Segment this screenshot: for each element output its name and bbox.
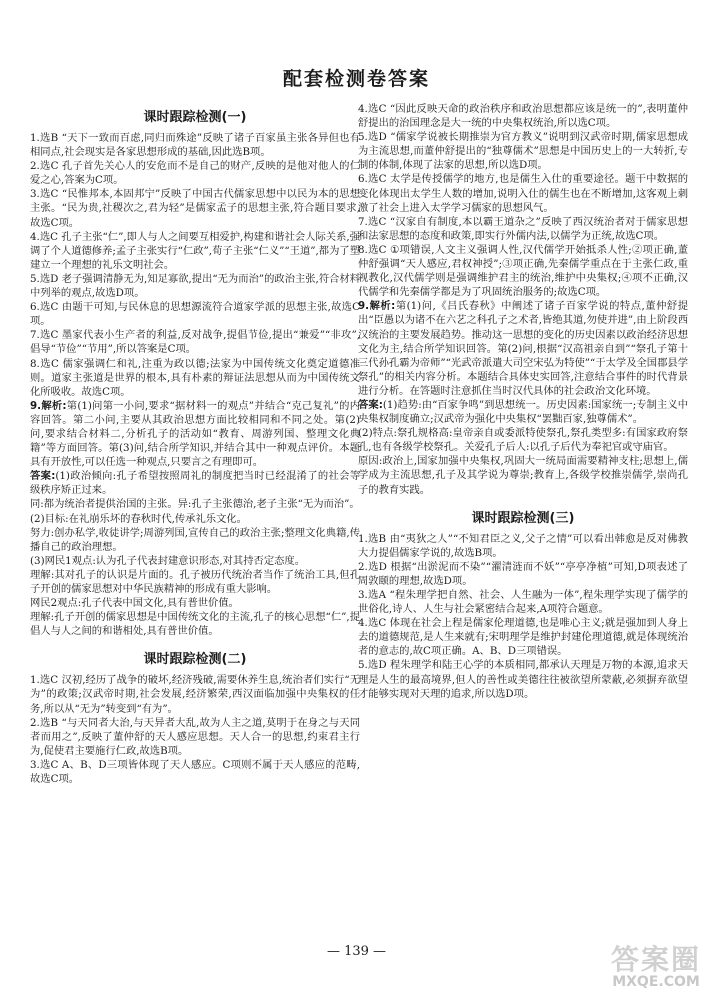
analysis-body: 第(1)问第一小问,要求“据材料一的观点”并结合“克己复礼”的内容回答。第二小问,主要从其政治思想方面比较相同和不同之处。第(2)问,要求结合材料二,分析孔子的活动如“教育、周游列国、整理文化典籍”等方面回答。第(3)问,结合所学知识,并结合其中一种观点评价。本题具有开放性,可以任选一种观点,只要言之有理即可。	[30, 399, 360, 469]
section-heading-2: 课时跟踪检测(二)	[143, 652, 247, 668]
answer-line: 同:都为统治者提供治国的主张。异:孔子主张德治,老子主张“无为而治”。	[30, 498, 360, 511]
answer-item: 2.选D 根据“出淤泥而不染”“濯清涟而不妖”“亭亭净植”可知,D项表述了周敦颐的理想,故选D项。	[358, 560, 688, 587]
answer-item: 3.选C “民惟邦本,本固邦宁”反映了中国古代儒家思想中以民为本的思想主张。“民为贵,社稷次之,君为轻”是儒家孟子的思想主张,符合题目要求,故选C项。	[30, 188, 360, 229]
section-heading-1: 课时跟踪检测(一)	[143, 110, 247, 125]
answer-item: 3.选C A、B、D三项皆体现了天人感应。C项则不属于天人感应的范畴,故选C项。	[30, 758, 360, 786]
left-column	[30, 102, 360, 786]
answer-item: 5.选D “儒家学说被长期推崇为官方教义”说明到汉武帝时期,儒家思想成为主流思想,而董仲舒提出的“独尊儒术”思想是中国历史上的一大转折,专制的体制,体现了法家的思想,所以选D项。	[358, 131, 688, 172]
answer-item: 5.选D 程朱理学和陆王心学的本质相同,都承认天理是万物的本源,追求天理是人生的最高境界,但人的善性或美德往往被欲望所蒙蔽,必须摒弃欲望才能够实现对天理的追求,所以选D项。	[358, 659, 688, 700]
analysis-lead: 9.解析:	[358, 300, 396, 313]
answer-line: 理解:其对孔子的认识是片面的。孔子被历代统治者当作了统治工具,但孔子开创的儒家思想对中华民族精神的形成有重大影响。	[30, 568, 360, 595]
answer-line: 努力:创办私学,收徒讲学;周游列国,宣传自己的政治主张;整理文化典籍,传播自己的政治理想。	[30, 526, 360, 553]
answer-line: (1)趋势:由“百家争鸣”到思想统一。历史因素:国家统一;专制主义中央集权制度确立;汉武帝为强化中央集权“罢黜百家,独尊儒术”。	[358, 398, 688, 426]
answer-item: 8.选C 儒家强调仁和礼,注重为政以德;法家为中国传统文化奠定道德准则。道家主张道是世界的根本,具有朴素的辩证法思想从而为中国传统文化所吸收。故选C项。	[30, 357, 360, 398]
answer-item: 6.选C 由题干可知,与民休息的思想源流符合道家学派的思想主张,故选C项。	[30, 301, 360, 328]
answer-lead: 答案:	[358, 398, 383, 411]
answer-item: 6.选C 太学是传授儒学的地方,也是儒生入仕的重要途径。题干中数据的变化体现出太学生人数的增加,说明入仕的儒生也在不断增加,这客观上刺激了社会上进入太学学习儒家的思想风气。	[358, 173, 688, 214]
analysis-item	[358, 299, 688, 398]
answer-item: 2.选B “与天同者大治,与天异者大乱,故为人主之道,莫明于在身之与天同者而用之”,反映了董仲舒的天人感应思想。天人合一的思想,约束君主行为,促使君主要施行仁政,故选B项。	[30, 716, 360, 757]
answer-line: 网民2观点:孔子代表中国文化,具有普世价值。	[30, 597, 239, 610]
answer-item: 7.选C “汉家自有制度,本以霸王道杂之”反映了西汉统治者对于儒家思想和法家思想的态度和政策,即实行外儒内法,以儒学为正统,故选C项。	[358, 215, 688, 242]
answer-line: (2)特点:祭孔规格高:皇帝亲自或委派特使祭孔,祭孔类型多:有国家政府祭孔,也有各级学校祭孔。关爱孔子后人:以孔子后代为奉祀官或守庙官。	[358, 427, 688, 454]
answer-item: 1.选C 汉初,经历了战争的破坏,经济残破,需要休养生息,统治者们实行“无为”的政策;汉武帝时期,社会发展,经济繁荣,西汉面临加强中央集权的任务,所以从“无为”转变到“有为”。	[30, 674, 360, 715]
answer-item: 1.选B “天下一致而百虑,同归而殊途”反映了诸子百家虽主张各异但也有相同点,社会现实是各家思想形成的基础,因此选B项。	[30, 132, 360, 159]
answer-item: 2.选C 孔子首先关心人的安危而不是自己的财产,反映的是他对他人的仁爱之心,答案为C项。	[30, 160, 360, 187]
analysis-body: 第(1)问,《吕氏春秋》中阐述了诸子百家学说的特点,董仲舒提出“臣愚以为诸不在六艺之科孔子之术者,皆绝其道,勿使并进”,由上阶段西汉统治的主要发展趋势。推动这一思想的变化的历史因素以政治经济思想文化为主,结合所学知识回答。第(2)问,根据“汉高祖亲自到”“祭孔子第十三代孙孔霸为帝师”“光武帝派遣大司空宋弘为特使”“于太学及全国郡县学祭孔”的相关内容分析。本题结合具体史实回答,注意结合事件的时代背景进行分析。在答题时注意抓住当时汉代具体的社会政治文化环境。	[358, 300, 688, 397]
page-number: — 139 —	[326, 944, 387, 959]
watermark-text: 答案圈	[610, 943, 701, 976]
answer-block	[30, 469, 360, 497]
analysis-lead: 9.解析:	[30, 399, 67, 412]
answer-line: 原因:政治上,国家加强中央集权,巩固大一统局面需要精神支柱;思想上,儒学成为主流思想,孔子及其学说为尊崇;教育上,各级学校推崇儒学,崇尚孔子的教育实践。	[358, 455, 688, 496]
answer-item: 3.选A “程朱理学把自然、社会、人生融为一体”,程朱理学实现了儒学的世俗化,诗人、人生与社会紧密结合起来,A项符合题意。	[358, 589, 688, 616]
right-column	[358, 102, 688, 701]
section-heading-3: 课时跟踪检测(三)	[471, 510, 575, 526]
answer-lead: 答案:	[30, 470, 56, 483]
page-title: 配套检测卷答案	[282, 68, 430, 90]
answer-line: (1)政治倾向:孔子希望按照周礼的制度把当时已经混淆了的社会等级秩序矫正过来。	[30, 470, 360, 497]
answer-item: 7.选C 墨家代表小生产者的利益,反对战争,提倡节俭,提出“兼爱”“非攻”,倡导“节俭”“节用”,所以答案是C项。	[30, 329, 360, 356]
answer-line: (2)目标:在礼崩乐坏的春秋时代,传承礼乐文化。	[30, 512, 247, 525]
answer-item: 4.选C 体现在社会上程是儒家伦理道德,也是唯心主义;就是强加到人身上去的道德规范,是人生来就有;宋明理学是维护封建伦理道德,就是体现统治者的意志的,故C项正确。A、B、D三项错误。	[358, 617, 688, 658]
answer-line: (3)网民1观点:认为孔子代表封建意识形态,对其持否定态度。	[30, 554, 306, 567]
answer-item: 4.选C “因此反映天命的政治秩序和政治思想都应该是统一的”,表明董仲舒提出的治国理念是大一统的中央集权统治,所以选C项。	[358, 103, 688, 130]
answer-item: 4.选C 孔子主张“仁”,即人与人之间要互相爱护,构建和谐社会人际关系,强调了个人道德修养;孟子主张实行“仁政”,荀子主张“仁义”“王道”,都为了塑建立一个理想的礼乐文明社会。	[30, 230, 360, 271]
watermark-url: MXQE.COM	[612, 974, 700, 990]
watermark-logo	[604, 938, 708, 996]
answer-item: 1.选B 由“夷狄之人”“不知君臣之义,父子之情”可以看出韩愈是反对佛教大力提倡儒家学说的,故选B项。	[358, 532, 688, 559]
answer-item: 5.选D 老子强调清静无为,知足寡欲,提出“无为而治”的政治主张,符合材料中列举的观点,故选D项。	[30, 272, 361, 300]
analysis-item	[30, 399, 360, 469]
answer-block	[358, 398, 688, 426]
answer-item: 8.选C ①项错误,人文主义强调人性,汉代儒学开始抵杀人性;②项正确,董仲舒强调“天人感应,君权神授”;③项正确,先秦儒学重点在于主张仁政,重视教化,汉代儒学则是强调维护君主的统治,维护中央集权;④项不正确,汉代儒学和先秦儒学都是为了巩固统治服务的;故选C项。	[358, 243, 688, 299]
answer-line: 理解:孔子开创的儒家思想是中国传统文化的主流,孔子的核心思想“仁”,提倡人与人之间的和谐相处,具有普世价值。	[30, 611, 360, 638]
